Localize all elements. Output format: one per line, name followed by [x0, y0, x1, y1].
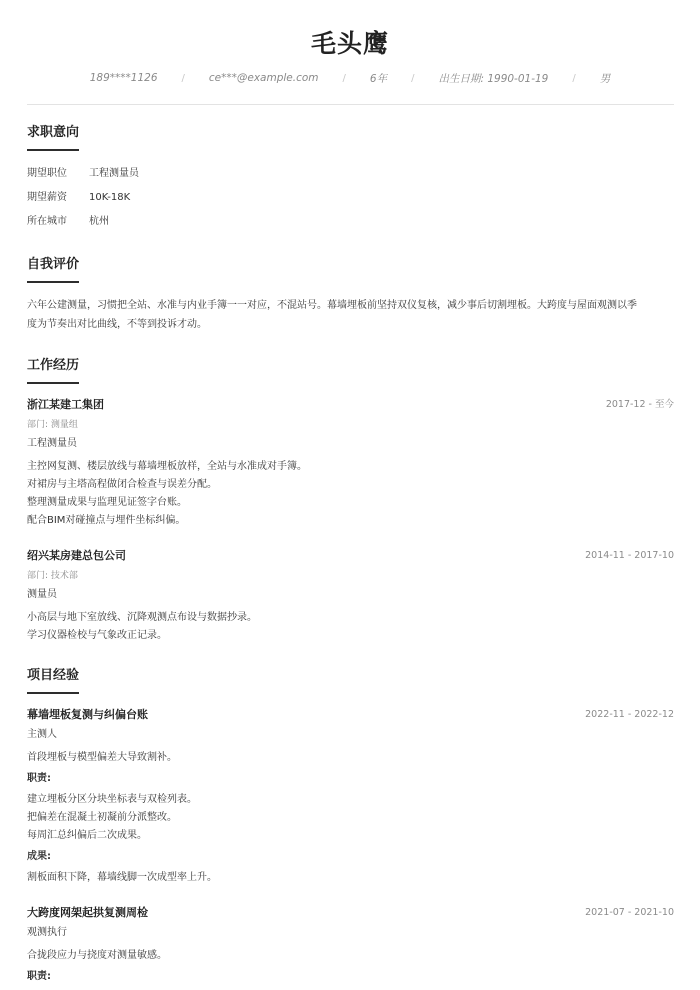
field-value: 杭州 [89, 216, 109, 227]
work-duty: 整理测量成果与监理见证签字台账。 [27, 497, 187, 508]
years-experience: 6年 [369, 72, 388, 85]
project-duty: 每周汇总纠偏后二次成果。 [27, 830, 147, 841]
project-role: 主测人 [27, 729, 57, 740]
work-department: 部门: 技术部 [27, 571, 78, 581]
project-result-label: 成果: [27, 851, 51, 862]
section-title: 自我评价 [27, 257, 80, 272]
work-role: 工程测量员 [27, 438, 77, 449]
project-duty: 建立埋板分区分块坐标表与双检列表。 [27, 794, 197, 805]
project-duty: 把偏差在混凝土初凝前分派整改。 [27, 812, 177, 823]
work-company: 浙江某建工集团 [27, 398, 104, 411]
gender: 男 [599, 72, 611, 85]
field-label: 所在城市 [27, 216, 67, 227]
field-value: 工程测量员 [89, 168, 139, 179]
project-date: 2022-11 - 2022-12 [585, 709, 674, 720]
email-address: ce***@example.com [208, 72, 319, 84]
phone-number: 189****1126 [89, 72, 158, 84]
section-underline [27, 692, 79, 694]
project-duty-label: 职责: [27, 773, 51, 784]
project-result: 割板面积下降，幕墙线脚一次成型率上升。 [27, 872, 217, 883]
project-description: 首段埋板与模型偏差大导致割补。 [27, 752, 177, 763]
field-label: 期望职位 [27, 168, 67, 179]
work-duty: 主控网复测、楼层放线与幕墙埋板放样，全站与水准成对手簿。 [27, 461, 307, 472]
project-description: 合拢段应力与挠度对测量敏感。 [27, 950, 167, 961]
section-title: 求职意向 [27, 125, 80, 140]
work-date: 2017-12 - 至今 [605, 399, 674, 410]
section-summary [27, 256, 79, 283]
work-duty: 小高层与地下室放线、沉降观测点布设与数据抄录。 [27, 612, 257, 623]
section-intent [27, 124, 79, 151]
section-work [27, 357, 79, 384]
project-date: 2021-07 - 2021-10 [585, 907, 674, 918]
contact-bar [0, 71, 700, 85]
intent-row-salary [27, 191, 130, 205]
section-projects [27, 667, 79, 694]
work-role: 测量员 [27, 589, 57, 600]
work-duty: 学习仪器检校与气象改正记录。 [27, 630, 167, 641]
separator: / [342, 72, 346, 84]
project-duty-label: 职责: [27, 971, 51, 982]
intent-row-city [27, 215, 109, 229]
project-name: 大跨度网架起拱复测周检 [27, 906, 148, 919]
work-duty: 配合BIM对碰撞点与埋件坐标纠偏。 [27, 515, 186, 526]
separator: / [411, 72, 415, 84]
separator: / [572, 72, 576, 84]
section-title: 工作经历 [27, 358, 80, 373]
section-underline [27, 149, 79, 151]
section-underline [27, 281, 79, 283]
intent-row-position [27, 167, 139, 181]
separator: / [181, 72, 185, 84]
field-value: 10K-18K [89, 192, 131, 203]
summary-line: 度为节奏出对比曲线，不等到投诉才动。 [27, 319, 207, 330]
work-date: 2014-11 - 2017-10 [585, 550, 674, 561]
work-duty: 对裙房与主塔高程做闭合检查与误差分配。 [27, 479, 217, 490]
section-title: 项目经验 [27, 668, 80, 683]
work-company: 绍兴某房建总包公司 [27, 549, 126, 562]
work-department: 部门: 测量组 [27, 420, 78, 430]
summary-line: 六年公建测量，习惯把全站、水准与内业手簿一一对应，不混站号。幕墙埋板前坚持双仪复核，减少事后切割埋板。大跨度与屋面观测以季 [27, 300, 637, 311]
project-role: 观测执行 [27, 927, 67, 938]
field-label: 期望薪资 [27, 192, 67, 203]
project-name: 幕墙埋板复测与纠偏台账 [27, 708, 148, 721]
section-underline [27, 382, 79, 384]
candidate-name: 毛头鹰 [310, 29, 389, 58]
header-divider [27, 104, 674, 105]
birth-date: 出生日期: 1990-01-19 [438, 72, 549, 85]
